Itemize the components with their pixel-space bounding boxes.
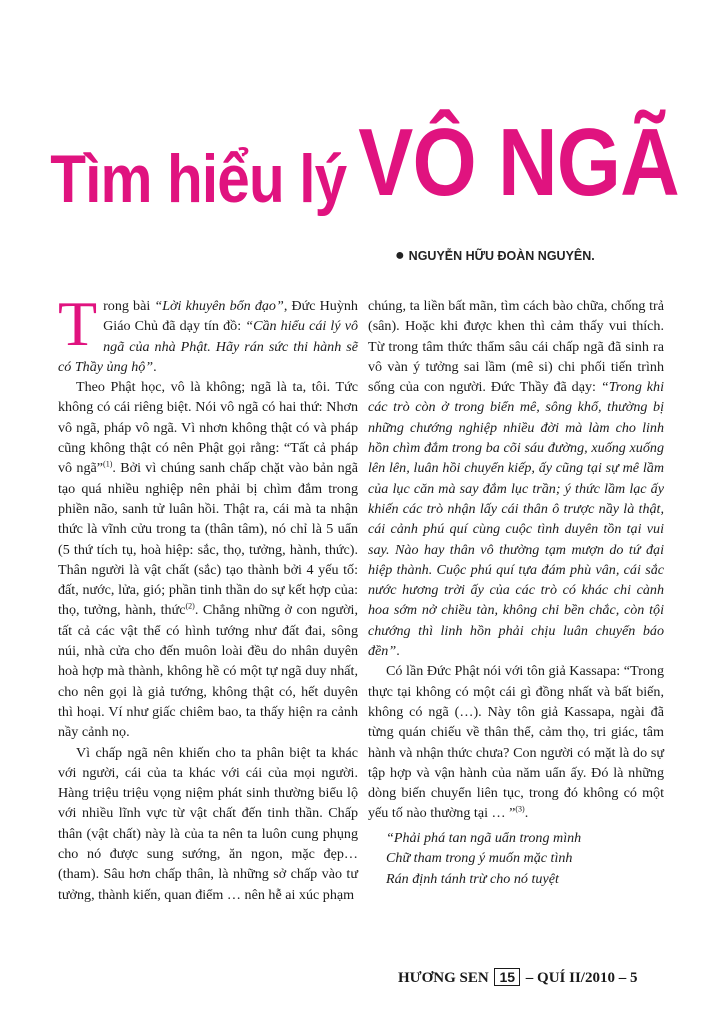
poem-line: Rán định tánh trừ cho nó tuyệt bbox=[386, 870, 559, 887]
paragraph-1 bbox=[58, 288, 358, 377]
text-run: . bbox=[524, 805, 529, 822]
paragraph-2 bbox=[58, 377, 358, 742]
title-part-1: Tìm hiểu lý bbox=[50, 141, 347, 217]
text-run-italic: “Lời khuyên bổn đạo” bbox=[154, 298, 284, 314]
bullet-icon: ● bbox=[395, 247, 405, 264]
right-column bbox=[368, 296, 664, 890]
title-part-2: VÔ NGÃ bbox=[358, 109, 679, 216]
paragraph-4 bbox=[368, 296, 664, 661]
drop-cap: T bbox=[58, 288, 98, 359]
text-run-italic: “Trong khi các trò còn ở trong biển mê, sông khổ, thường bị những chướng nghiệp nhiều đời mà làm cho linh hồn chìm đắm trong ba cõi sáu đường, xuống xuống lên lên, luân hồi chuyển kiếp, ấy cũng tại sự mê lầm của lục căn mà say đắm lục trần; ý thức lầm lạc ấy khiến các trò nhận lấy cái thân ô trược nầy là thật, cái cảnh phú quí cùng cuộc tình duyên tồn tại vui say. Nào hay thân vô thường tạm mượn do tứ đại hiệp thành. Cuộc phú quí tựa đám phù vân, cái sắc nước hương trời ấy của các trò có khác chi cành hoa sớm nở chiều tàn, không chi bền chắc, còn tội chướng thì linh hồn phải chịu luân chuyển báo đền” bbox=[368, 379, 664, 660]
author-byline bbox=[395, 247, 595, 265]
footnote-ref: (2) bbox=[185, 601, 195, 611]
magazine-name: HƯƠNG SEN bbox=[398, 970, 489, 986]
footnote-ref: (1) bbox=[103, 459, 113, 469]
article-title bbox=[50, 108, 679, 218]
text-run: . bbox=[396, 643, 400, 660]
text-run: Có lần Đức Phật nói với tôn giả Kassapa: “Trong thực tại không có một cái gì đồng nhất và bất biến, không có ngã (…). Này tôn giả Kassapa, ngài đã từng quán chiếu về thân thể, cảm thọ, tri giác, tâm hành và nhận thức chưa? Con người có mặt là do sự tập hợp và vận hành của năm uẩn ấy. Đó là những dòng biến chuyển liên tục, trong đó không có một yếu tố nào thường tại … ” bbox=[368, 663, 664, 822]
text-run-italic: “Cần hiểu cái lý vô ngã của nhà Phật. Hãy rán sức thi hành sẽ có Thầy ủng hộ” bbox=[58, 318, 358, 375]
poem-line: “Phải phá tan ngã uẩn trong mình bbox=[386, 829, 582, 846]
poem-line: Chữ tham trong ý muốn mặc tình bbox=[386, 850, 573, 867]
issue-number: 15 bbox=[494, 968, 520, 986]
text-run: . bbox=[153, 358, 157, 375]
text-run: . Bởi vì chúng sanh chấp chặt vào bản ngã tạo quá nhiều nghiệp nên phải bị chìm đắm trong phiền não, sanh tử luân hồi. Thật ra, cái mà ta nhận thức là vĩnh cửu trong ta (thân tâm), nó chỉ là 5 uẩn (5 thứ tích tụ, hoà hiệp: sắc, thọ, tưởng, hành, thức). Thân người là vật chất (sắc) tạo thành bởi 4 yếu tố: đất, nước, lửa, gió; phần tinh thần do sự kết hợp của: thọ, tưởng, hành, thức bbox=[58, 460, 358, 619]
paragraph-5 bbox=[368, 661, 664, 823]
text-run: rong bài bbox=[103, 298, 155, 314]
text-run: , Đức Huỳnh Giáo Chủ đã dạy tín đồ: bbox=[103, 298, 358, 335]
issue-period: – QUÍ II/2010 – bbox=[525, 970, 627, 986]
text-run: . Chẳng những ở con người, tất cả các vật thể có hình tướng như đất đai, sông núi, nhà cửa cho đến muôn loài đều do nhân duyên hoà hợp mà thành, không hề có một tự ngã duy nhất, cho nên gọi là giả tướng, không thật có, hết duyên thì hoại. Ví như giấc chiêm bao, ta thấy hiện ra cảnh nầy cảnh nọ. bbox=[58, 602, 358, 741]
page-number: 5 bbox=[629, 970, 638, 986]
page-footer bbox=[398, 968, 637, 987]
text-run: chúng, ta liền bất mãn, tìm cách bào chữa, chống trả (sân). Hoặc khi được khen thì cảm thấy vui thích. Từ trong tâm thức thẩm sâu cái chấp ngã đã sinh ra vô vàn ý tưởng sai lầm (mê si) chi phối tiến trình sống của con người. Đức Thầy đã dạy: bbox=[368, 298, 664, 396]
left-column bbox=[58, 288, 358, 905]
footnote-ref: (3) bbox=[515, 804, 525, 814]
author-name: NGUYỄN HỮU ĐOÀN NGUYÊN. bbox=[408, 249, 595, 263]
poem bbox=[368, 828, 664, 890]
text-run: Theo Phật học, vô là không; ngã là ta, tôi. Tức không có cái riêng biệt. Nói vô ngã có hai thứ: Nhơn vô ngã, pháp vô ngã. Vì nhơn không thật có và pháp cũng không thật có nên Phật gọi rằng: “Tất cả pháp vô ngã” bbox=[58, 379, 358, 477]
paragraph-3: Vì chấp ngã nên khiến cho ta phân biệt ta khác với người, cái của ta khác với cái của mọi người. Hàng triệu triệu vọng niệm phát sinh thường biểu lộ với nhiều lĩnh vực từ vật chất đến tinh thần. Chấp thân (vật chất) này là của ta nên ta luôn cung phụng cho nó được sung sướng, ăn ngon, mặc đẹp… (tham). Sâu hơn chấp thân, là những sở chấp vào tư tưởng, thành kiến, quan điểm … nên hễ ai xúc phạm bbox=[58, 744, 358, 903]
